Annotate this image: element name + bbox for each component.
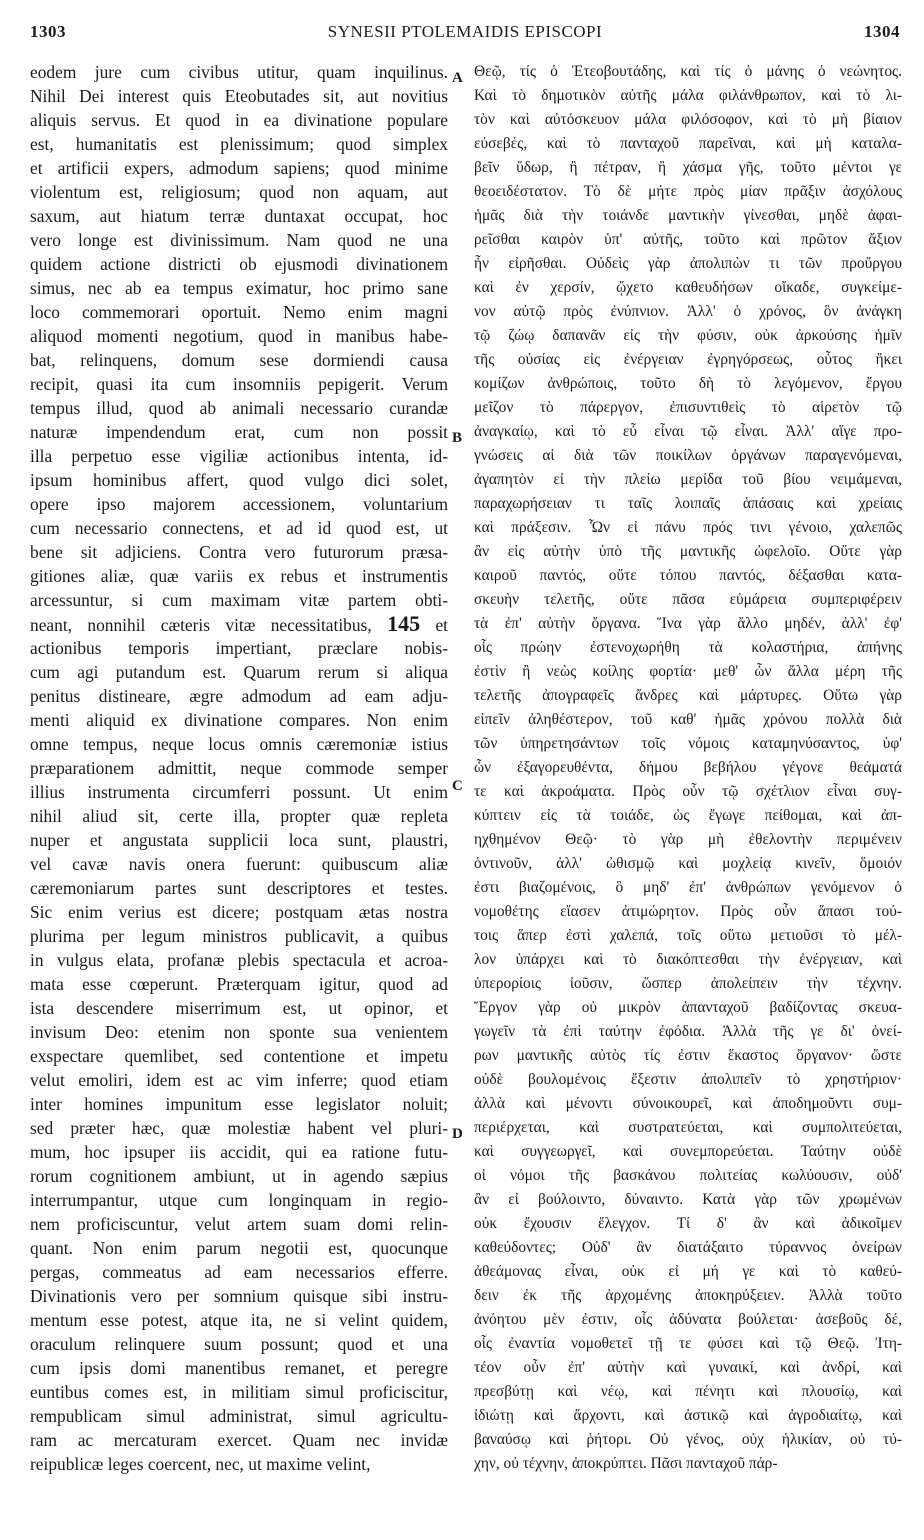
greek-text-line: ἀλλὰ καὶ μένοντι σύνοικουρεῖ, καὶ ἀποδημοῦντι συμ- <box>474 1095 902 1112</box>
greek-text-line: βαναύσῳ καὶ ῥήτορι. Οὐ γένος, οὐχ ἡλικίαν, οὐ τύ- <box>474 1431 902 1448</box>
greek-text-line: καιροῦ παντός, οὔτε τόπου παντός, δέξασθαι κατα- <box>474 567 902 584</box>
latin-text-line: nem proficiscuntur, velut artem suam domi relin- <box>30 1214 448 1234</box>
greek-text-line: ἡμᾶς διὰ τὴν τοιάνδε μαντικὴν γίνεσθαι, μηδὲ ἀφαι- <box>474 207 902 224</box>
greek-text-line: ἀνόητου μὲν ἐστιν, οἷς ἀδύνατα βούλεται· ἀσεβοῦς δέ, <box>474 1311 902 1328</box>
greek-text-line: οὐκ ἔχουσιν ἔλεγχον. Τί δ' ἂν καὶ ἀδικοῖμεν <box>474 1215 902 1232</box>
greek-text-line: ἐστὶν ἢ νεὼς κοίλης φορτία· μεθ' ὧν ἄλλα μέρη τῆς <box>474 663 902 680</box>
latin-text-line: velut emoliri, idem est ac vim inferre; quod etiam <box>30 1070 448 1090</box>
latin-text-line: rorum cognitionem ambiunt, ut in agendo sæpius <box>30 1166 448 1186</box>
latin-text-line: oraculum relinquere suum possunt; quod et una <box>30 1334 448 1354</box>
greek-text-line: βεῖν ὕδωρ, ἢ πέτραν, ἢ χάσμα γῆς, τοῦτο μέντοι γε <box>474 159 902 176</box>
latin-text-line: inter homines impunitum esse legislator noluit; <box>30 1094 448 1114</box>
section-marker-b: B <box>452 430 463 446</box>
latin-text-line: est, humanitatis est plenissimum; quod simplex <box>30 134 448 154</box>
greek-text-line: κύπτειν εἰς τὰ τοιάδε, ὡς ἔγωγε πείθομαι, καὶ ἀπ- <box>474 807 902 824</box>
latin-text-line: ipsum hominibus affert, quod vulgo dici solet, <box>30 470 448 490</box>
greek-text-line: καὶ πράξεσιν. Ὧν εἰ πάνυ πρός τινι γένοιο, χαλεπῶς <box>474 519 902 536</box>
latin-text-line: arcessuntur, si cum maximam vitæ partem obti- <box>30 590 448 610</box>
latin-text-line: loco commemorari oportuit. Nemo enim magni <box>30 302 448 322</box>
greek-text-line: γνώσεις αἱ διὰ τῶν ποικίλων ὀργάνων παραγενόμεναι, <box>474 447 902 464</box>
greek-text-line: ηχθημένον Θεῷ· τὸ γὰρ μὴ ἐθελοντὴν περιμένειν <box>474 831 902 848</box>
greek-text-line: τε καὶ ἀκροάματα. Πρὸς οὖν τῷ σχέτλιον εἶναι συγ- <box>474 783 902 800</box>
greek-text-line: ἦν εἰρῆσθαι. Οὐδεὶς γὰρ ἀπολιπὼν τι τῶν προὔργου <box>474 255 902 272</box>
latin-text-line: mentum esse potest, atque ita, ne si velint quidem, <box>30 1310 448 1330</box>
latin-text-line: quant. Non enim parum negotii est, quocunque <box>30 1238 448 1258</box>
greek-text-line: τέον οὖν ἐπ' αὐτὴν καὶ γυναικί, καὶ ἀνδρί, καὶ <box>474 1359 902 1376</box>
latin-text-line: quidem actione districti ob ejusmodi divinationem <box>30 254 448 274</box>
latin-text-line: violentum est, religiosum; quod non aquam, aut <box>30 182 448 202</box>
greek-text-line: γωγεῖν τὰ ἐπὶ ταύτην ἐφόδια. Ἀλλὰ τῆς γε δι' ὀνεί- <box>474 1023 902 1040</box>
greek-text-line: τῆς οὐσίας εἰς ἐνέργειαν ἐγρηγόρσεως, οὗτος ἥκει <box>474 351 902 368</box>
page-header <box>30 22 900 48</box>
latin-text-line: aliquod momenti negotium, quod in manibus habe- <box>30 326 448 346</box>
greek-text-line: κομίζων ἀνθρώποις, τοῦτο δὴ τὸ λεγόμενον, ἔργου <box>474 375 902 392</box>
latin-text-line: simus, nec ab ea tempus eximatur, hoc primo sane <box>30 278 448 298</box>
section-marker-c: C <box>452 778 463 794</box>
latin-text-line: cum necessario connectens, et ad id quod est, ut <box>30 518 448 538</box>
latin-text-line: interrumpantur, utque cum longinquam in regio- <box>30 1190 448 1210</box>
latin-text-line: bat, relinquens, domum sese dormiendi causa <box>30 350 448 370</box>
greek-text-line: τῶν ὑπηρετησάντων τοῖς νόμοις καταμηνύσαντος, ὑφ' <box>474 735 902 752</box>
latin-text-line: actionibus temporis impertiant, præclare nobis- <box>30 638 448 658</box>
greek-text-line: καὶ συγγεωργεῖ, καὶ συνεμπορεύεται. Ταύτην οὐδὲ <box>474 1143 902 1160</box>
greek-text-line: εἰπεῖν ἀληθέστερον, τοῦ καθ' ἡμᾶς χρόνου πολλὰ διὰ <box>474 711 902 728</box>
section-marker-a: A <box>452 70 463 86</box>
greek-text-line: ἀναγκαίῳ, καὶ τὸ εὖ εἶναι τῷ εἶναι. Ἀλλ' αἵγε προ- <box>474 423 902 440</box>
greek-text-line: ἂν εἰς αὐτὴν ὑπὸ τῆς μαντικῆς ὠφελοῖο. Οὔτε γὰρ <box>474 543 902 560</box>
greek-text-line: Θεῷ, τίς ὁ Ἐτεοβουτάδης, καὶ τίς ὁ μάνης ὁ νεώνητος. <box>474 63 902 80</box>
latin-text-line: ista descendere miserrimum est, ut opinor, et <box>30 998 448 1018</box>
section-marker-d: D <box>452 1126 463 1142</box>
latin-text-line: tempus illud, quod ab animali necessario curandæ <box>30 398 448 418</box>
latin-text-line: Sic enim verius est dicere; postquam ætas nostra <box>30 902 448 922</box>
latin-text-line: plurima per legum ministros publicavit, a quibus <box>30 926 448 946</box>
greek-text-line: καὶ ἐν χερσίν, ᾤχετο καθευδήσων οἴκαδε, συγκείμε- <box>474 279 902 296</box>
latin-text-line: ram ac mercaturam exercet. Quam nec invidæ <box>30 1430 448 1450</box>
latin-text-line: opere ipso majorem accessionem, voluntarium <box>30 494 448 514</box>
greek-text-line: ἀγαπητὸν εἰ τὴν πλείω μερίδα τοῦ βίου νειμάμεναι, <box>474 471 902 488</box>
latin-text-line: mata esse cœperunt. Præterquam igitur, quod ad <box>30 974 448 994</box>
latin-text-line: recipit, quasi ita cum insomniis pepigerit. Verum <box>30 374 448 394</box>
greek-text-line: λον ὑπάρχει καὶ τὸ διακόπτεσθαι τὴν ἐνέργειαν, καὶ <box>474 951 902 968</box>
greek-text-line: θεοειδέστατον. Τὸ δὲ μήτε πρὸς μίαν πρᾶξιν ἀσχόλους <box>474 183 902 200</box>
latin-text-line: rempublicam simul administrat, simul agricultu- <box>30 1406 448 1426</box>
latin-text-line: saxum, aut hiatum terræ duntaxat occupat, hoc <box>30 206 448 226</box>
latin-text-line: bene sit adjiciens. Contra vero futurorum præsa- <box>30 542 448 562</box>
latin-text-line: exspectare quemlibet, sed contentione et impetu <box>30 1046 448 1066</box>
latin-text-line: et artificii expers, admodum sapiens; quod minime <box>30 158 448 178</box>
latin-text-line: euntibus comes est, in militiam simul proficiscitur, <box>30 1382 448 1402</box>
latin-text-line: neant, nonnihil cæteris vitæ necessitatibus, 145 et <box>30 612 448 636</box>
greek-text-line: δειν ἐκ τῆς ἀρχομένης ἀποκηρύξειεν. Ἀλλὰ τοῦτο <box>474 1287 902 1304</box>
latin-text-line: cum ipsis domi manentibus remanet, et peregre <box>30 1358 448 1378</box>
greek-text-line: ἂν εἰ βούλοιντο, δύναιντο. Κατὰ γὰρ τῶν χρωμένων <box>474 1191 902 1208</box>
latin-text-line: præparationem admittit, neque commode semper <box>30 758 448 778</box>
greek-text-line: οὐδὲ βουλομένοις ἔξεστιν ἀπολιπεῖν τὸ χρηστήριον· <box>474 1071 902 1088</box>
running-title: SYNESII PTOLEMAIDIS EPISCOPI <box>327 22 603 41</box>
latin-text-line: invisum Deo: etenim non sponte sua venientem <box>30 1022 448 1042</box>
latin-text-line: cæremoniarum partes sunt descriptores et testes. <box>30 878 448 898</box>
latin-text-line: sed præter hæc, quæ molestiæ habent vel pluri- <box>30 1118 448 1138</box>
latin-text-line: nihil aliud sit, certe illa, propter quæ repleta <box>30 806 448 826</box>
latin-text-line: illa perpetuo esse vigiliæ actionibus intenta, id- <box>30 446 448 466</box>
greek-text-line: τελετῆς ἀπογραφεῖς ἄνδρες καὶ μάρτυρες. Οὕτω γὰρ <box>474 687 902 704</box>
latin-text-line: nuper et angustata supplicii loca sunt, plaustri, <box>30 830 448 850</box>
greek-text-line: ἀθεάμονας εἶναι, οὐκ εἰ μή γε καὶ τὸ καθεύ- <box>474 1263 902 1280</box>
latin-text-line: mum, hoc ipsuper iis accidit, qui ea ratione futu- <box>30 1142 448 1162</box>
latin-text-line: penitus distineare, ægre admodum ad eam adju- <box>30 686 448 706</box>
page-number-left: 1303 <box>30 22 66 41</box>
greek-text-line: ὑπερορίοις ἰοῦσιν, ὥσπερ ἀπολείπειν τὴν τέχνην. <box>474 975 902 992</box>
latin-column <box>30 60 448 1476</box>
greek-text-line: νον αὐτῷ πρὸς ἐνύπνιον. Ἀλλ' ὁ χρόνος, ὃν ἀνάγκη <box>474 303 902 320</box>
greek-text-line: οἷς ἐναντία νομοθετεῖ τῇ τε φύσει καὶ τῷ Θεῷ. Ἰτη- <box>474 1335 902 1352</box>
greek-text-line: παραχωρήσειαν τι ταῖς λοιπαῖς ἁπάσαις καὶ χρείαις <box>474 495 902 512</box>
greek-text-line: χην, οὐ τέχνην, ἀποκρύπτει. Πᾶσι πανταχοῦ πάρ- <box>474 1455 778 1472</box>
greek-text-line: νομοθέτης εἴασεν ἀτιμώρητον. Πρὸς οὖν ἅπασι τού- <box>474 903 902 920</box>
latin-text-line: menti aliquid ex divinatione compares. Non enim <box>30 710 448 730</box>
greek-text-line: οἷς πρώην ἐστενοχωρήθη τὰ κολαστήρια, ἀπήνης <box>474 639 902 656</box>
greek-column <box>474 60 902 1476</box>
greek-text-line: περιέρχεται, καὶ συστρατεύεται, καὶ συμπολιτεύεται, <box>474 1119 902 1136</box>
greek-text-line: τὰ ἐπ' αὐτὴν ὄργανα. Ἵνα γὰρ ἄλλο μηδέν, ἀλλ' ἐφ' <box>474 615 902 632</box>
greek-text-line: εὐσεβές, καὶ τὸ πανταχοῦ παρεῖναι, καὶ μὴ καταλα- <box>474 135 902 152</box>
page-number-right: 1304 <box>864 22 900 41</box>
greek-text-line: ρεῖσθαι καιρὸν ὑπ' αὐτῆς, τοῦτο καὶ πρῶτον ἄξιον <box>474 231 902 248</box>
latin-text-line: in vulgus elata, profanæ plebis spectacula et acroa- <box>30 950 448 970</box>
greek-text-line: τοις ἅπερ ἐστὶ χαλεπά, τοῖς οὕτω μετιοῦσι τὸ μέλ- <box>474 927 902 944</box>
latin-text-line: vel cavæ navis onera fuerunt: quibuscum aliæ <box>30 854 448 874</box>
greek-text-line: καθεύδοντες; Οὐδ' ἂν διατάξαιτο τύραννος ὀνείρων <box>474 1239 902 1256</box>
latin-text-line: naturæ impendendum erat, cum non possit <box>30 422 448 442</box>
latin-text-line: gitiones aliæ, quæ variis ex rebus et instrumentis <box>30 566 448 586</box>
greek-text-line: ὧν ἐξαγορευθέντα, δήμου βεβήλου γέγονε θεάματά <box>474 759 902 776</box>
greek-text-line: Καὶ τὸ δημοτικὸν αὐτῆς μάλα φιλάνθρωπον, καὶ τὸ λι- <box>474 87 902 104</box>
greek-text-line: Ἔργον γὰρ οὐ μικρὸν ἁπανταχοῦ βαδίζοντας σκευα- <box>474 999 902 1016</box>
latin-text-line: vero longe est divinissimum. Nam quod ne una <box>30 230 448 250</box>
greek-text-line: σκευὴν τελετῆς, οὔτε πᾶσα εὐμάρεια συμπεριφέρειν <box>474 591 902 608</box>
greek-text-line: μεῖζον τὸ πάρεργον, ἐπισυντιθεὶς τὸ αἱρετὸν τῷ <box>474 399 902 416</box>
greek-text-line: ρων μαντικῆς αὐτὸς τίς ἐστιν ἕκαστος ὄργανον· ὥστε <box>474 1047 902 1064</box>
latin-text-line: Nihil Dei interest quis Eteobutades sit, aut novitius <box>30 86 448 106</box>
greek-text-line: ἰδιώτῃ καὶ ἄρχοντι, καὶ ἀστικῷ καὶ ἀγροδιαίτῳ, καὶ <box>474 1407 902 1424</box>
greek-text-line: οἱ νόμοι τῆς βασκάνου πολιτείας κωλύουσιν, οὐδ' <box>474 1167 902 1184</box>
greek-text-line: τὸν καὶ αὐτόσκευον μάλα φιλόσοφον, καὶ τὸ μὴ βίαιον <box>474 111 902 128</box>
latin-text-line: omne tempus, neque locus omnis cæremoniæ istius <box>30 734 448 754</box>
latin-text-line: pergas, commeatus ad eam necessarios efferre. <box>30 1262 448 1282</box>
greek-text-line: ἐστι βιαζομένοις, ὃ μηδ' ἐπ' ἀνθρώπων γενόμενον ὁ <box>474 879 902 896</box>
inline-folio-number: 145 <box>387 612 421 636</box>
latin-text-line: eodem jure cum civibus utitur, quam inquilinus. <box>30 62 448 82</box>
latin-text-line: cum agi putandum est. Quarum rerum si aliqua <box>30 662 448 682</box>
greek-text-line: ὁντινοῦν, ἀλλ' ὠθισμῷ καὶ μοχλείᾳ κινεῖν, ὅμοιόν <box>474 855 902 872</box>
latin-text-line: illius instrumenta circumferri possunt. Ut enim <box>30 782 448 802</box>
greek-text-line: τῷ ζώῳ δαπανᾶν εἰς τὴν φύσιν, οὐκ ἀρκούσης ἡμῖν <box>474 327 902 344</box>
latin-text-line: reipublicæ leges coercent, nec, ut maxime velint, <box>30 1454 371 1474</box>
latin-text-line: aliquis servus. Et quod in ea divinatione populare <box>30 110 448 130</box>
latin-text-line: Divinationis vero per somnium quisque sibi instru- <box>30 1286 448 1306</box>
greek-text-line: πρεσβύτῃ καὶ νέῳ, καὶ πένητι καὶ πλουσίῳ, καὶ <box>474 1383 902 1400</box>
